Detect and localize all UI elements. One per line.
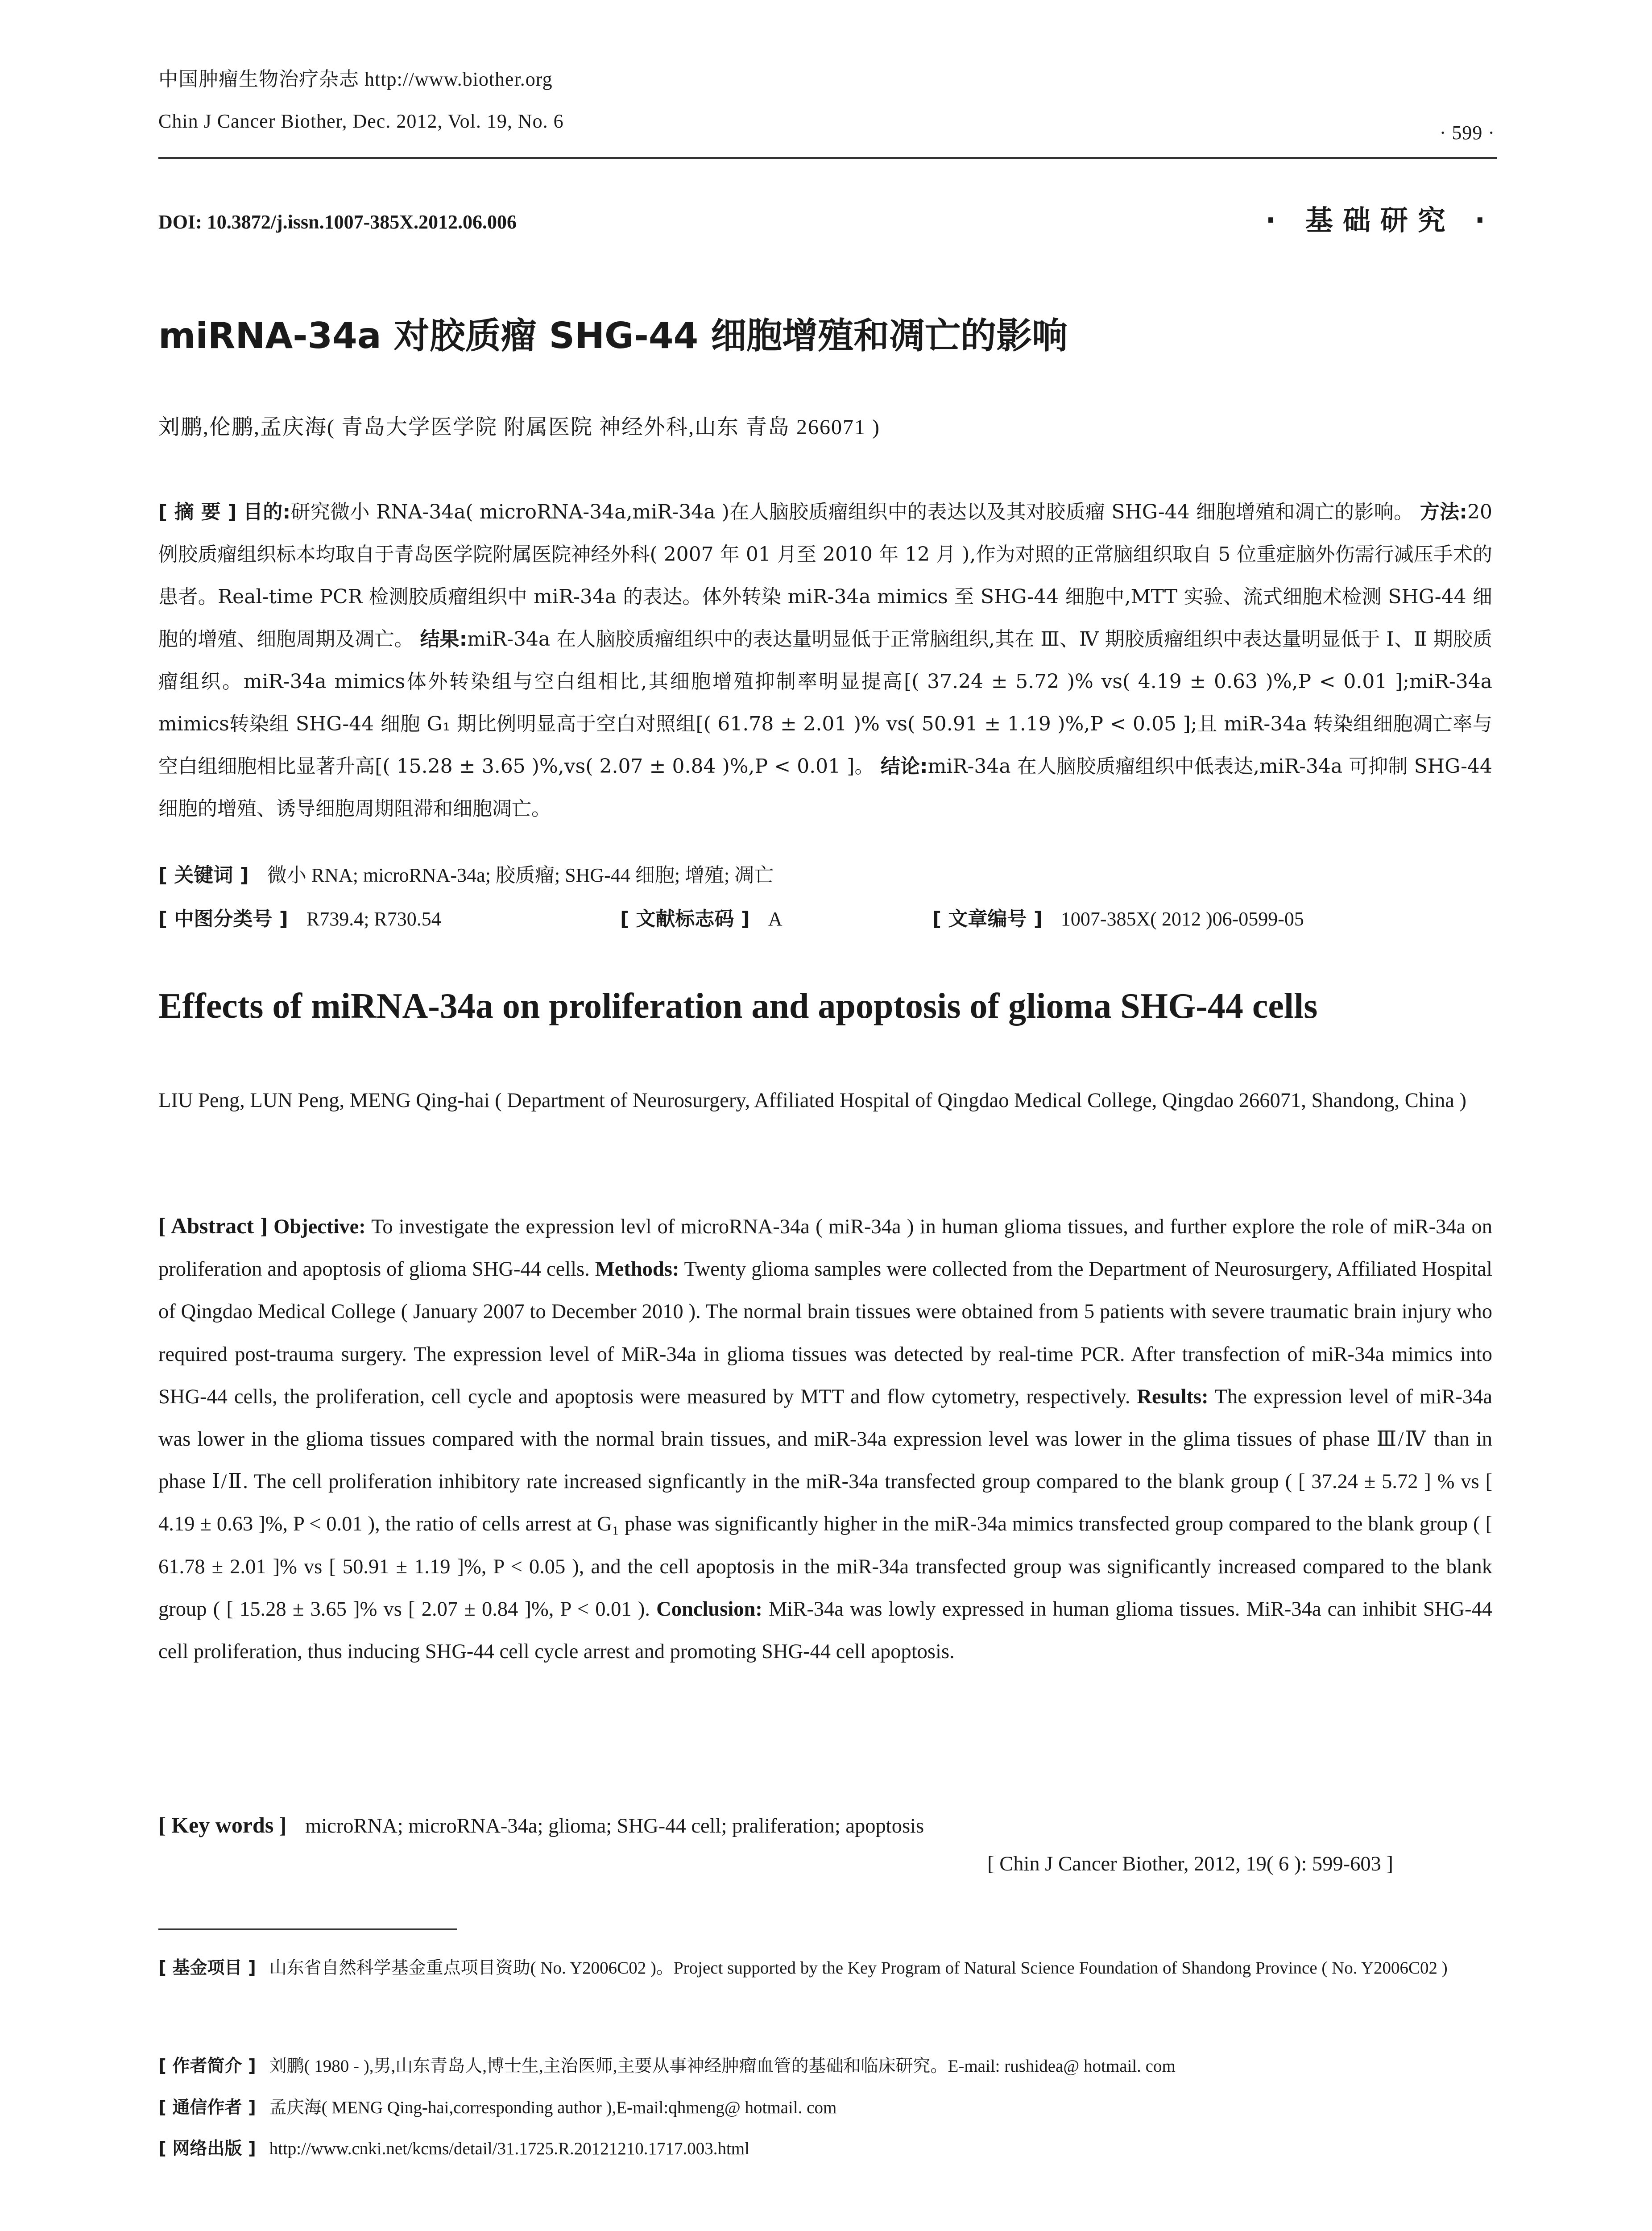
conclusion-cn-label: 结论: <box>880 755 928 778</box>
footnote-corresponding-label: [ 通信作者 ] <box>158 2098 256 2118</box>
doc-code-label: [ 文献标志码 ] <box>620 908 750 930</box>
conclusion-cn: miR-34a 在人脑胶质瘤组织中低表达,miR-34a 可抑制 SHG-44 细胞的增殖、诱导细胞周期阻滞和细胞凋亡。 <box>158 755 1492 820</box>
abstract-en-label: [ Abstract ] <box>158 1213 268 1238</box>
keywords-en-text: microRNA; microRNA-34a; glioma; SHG-44 cell; praliferation; apoptosis <box>305 1815 924 1837</box>
journal-header-en: Chin J Cancer Biother, Dec. 2012, Vol. 19, No. 6 <box>158 110 564 132</box>
footnote-online-label: [ 网络出版 ] <box>158 2139 256 2159</box>
header-rule <box>158 157 1497 159</box>
objective-cn-label: 目的: <box>243 501 291 523</box>
methods-en: Twenty glioma samples were collected from the Department of Neurosurgery, Affiliated Hospital of Qingdao Medical College ( January 2007 to December 2010 ). The normal brain tissues were obtained from 5 patients with severe traumatic brain injury who required post-trauma surgery. The expression level of MiR-34a in glioma tissues was detected by real-time PCR. After transfection of miR-34a mimics into SHG-44 cells, the proliferation, cell cycle and apoptosis were measured by MTT and flow cytometry, respectively. <box>158 1258 1492 1408</box>
doc-code-value: A <box>768 908 783 930</box>
keywords-en <box>158 1804 1492 1848</box>
conclusion-en: MiR-34a was lowly expressed in human glioma tissues. MiR-34a can inhibit SHG-44 cell proliferation, thus inducing SHG-44 cell cycle arrest and promoting SHG-44 cell apoptosis. <box>158 1597 1492 1663</box>
objective-en: To investigate the expression levl of microRNA-34a ( miR-34a ) in human glioma tissues, and further explore the role of miR-34a on proliferation and apoptosis of glioma SHG-44 cells. <box>158 1215 1492 1281</box>
footnote-funding <box>158 1952 1492 1984</box>
footnote-corresponding <box>158 2092 1492 2124</box>
footnote-online <box>158 2133 1492 2165</box>
article-number-value: 1007-385X( 2012 )06-0599-05 <box>1060 908 1304 930</box>
article-number-label: [ 文章编号 ] <box>932 908 1043 930</box>
authors-cn: 刘鹏,伦鹏,孟庆海( 青岛大学医学院 附属医院 神经外科,山东 青岛 266071 ) <box>158 415 880 439</box>
conclusion-en-label: Conclusion: <box>656 1597 762 1621</box>
footnote-funding-label: [ 基金项目 ] <box>158 1958 256 1978</box>
title-en: Effects of miRNA-34a on proliferation and apoptosis of glioma SHG-44 cells <box>158 987 1318 1026</box>
footnote-author <box>158 2050 1492 2082</box>
footnote-author-text: 刘鹏( 1980 - ),男,山东青岛人,博士生,主治医师,主要从事神经肿瘤血管的基础和临床研究。E-mail: rushidea@ hotmail. com <box>269 2057 1176 2076</box>
footnote-author-label: [ 作者简介 ] <box>158 2056 256 2076</box>
footnote-online-text: http://www.cnki.net/kcms/detail/31.1725.R.20121210.1717.003.html <box>269 2139 749 2158</box>
keywords-cn-text: 微小 RNA; microRNA-34a; 胶质瘤; SHG-44 细胞; 增殖; 凋亡 <box>267 864 774 886</box>
keywords-cn <box>158 858 1492 893</box>
authors-en: LIU Peng, LUN Peng, MENG Qing-hai ( Department of Neurosurgery, Affiliated Hospital of Qingdao Medical College, Qingdao 266071, Shandong, China ) <box>158 1089 1466 1112</box>
abstract-cn-label: [ 摘 要 ] <box>158 501 237 523</box>
title-cn: miRNA-34a 对胶质瘤 SHG-44 细胞增殖和凋亡的影响 <box>158 315 1068 357</box>
abstract-cn <box>158 491 1492 830</box>
section-tag: · 基础研究 · <box>1265 204 1495 236</box>
results-en: The expression level of miR-34a was lower in the glioma tissues compared with the normal brain tissues, and miR-34a expression level was lower in the glima tissues of phase Ⅲ/Ⅳ than in phase Ⅰ/Ⅱ. The cell proliferation inhibitory rate increased signficantly in the miR-34a transfected group compared to the blank group ( [ 37.24 ± 5.72 ] % vs [ 4.19 ± 0.63 ]%, P < 0.01 ), the ratio of cells arrest at G₁ phase was significantly higher in the miR-34a mimics transfected group compared to the blank group ( [ 61.78 ± 2.01 ]% vs [ 50.91 ± 1.19 ]%, P < 0.05 ), and the cell apoptosis in the miR-34a transfected group was significantly increased compared to the blank group ( [ 15.28 ± 3.65 ]% vs [ 2.07 ± 0.84 ]%, P < 0.01 ). <box>158 1385 1492 1621</box>
footnote-rule <box>158 1928 457 1930</box>
clc-label: [ 中图分类号 ] <box>158 908 288 930</box>
document-code <box>620 901 783 937</box>
footnote-funding-text: 山东省自然科学基金重点项目资助( No. Y2006C02 )。Project supported by the Key Program of Natural Science Foundation of Shandong Province ( No. Y2006C02 ) <box>269 1958 1448 1978</box>
methods-en-label: Methods: <box>595 1258 679 1281</box>
keywords-en-label: [ Key words ] <box>158 1812 287 1837</box>
clc-value: R739.4; R730.54 <box>306 908 441 930</box>
results-en-label: Results: <box>1137 1385 1209 1408</box>
doi: DOI: 10.3872/j.issn.1007-385X.2012.06.006 <box>158 211 517 233</box>
objective-cn: 研究微小 RNA-34a( microRNA-34a,miR-34a )在人脑胶质瘤组织中的表达以及其对胶质瘤 SHG-44 细胞增殖和凋亡的影响。 <box>290 501 1414 523</box>
article-number <box>932 901 1304 937</box>
methods-cn: 20 例胶质瘤组织标本均取自于青岛医学院附属医院神经外科( 2007 年 01 月至 2010 年 12 月 ),作为对照的正常脑组织取自 5 位重症脑外伤需行减压手术的患者。Real-time PCR 检测胶质瘤组织中 miR-34a 的表达。体外转染 miR-34a mimics 至 SHG-44 细胞中,MTT 实验、流式细胞术检测 SHG-44 细胞的增殖、细胞周期及凋亡。 <box>158 501 1492 651</box>
journal-header-cn: 中国肿瘤生物治疗杂志 http://www.biother.org <box>158 68 553 90</box>
methods-cn-label: 方法: <box>1420 501 1467 523</box>
footnote-corresponding-text: 孟庆海( MENG Qing-hai,corresponding author ),E-mail:qhmeng@ hotmail. com <box>269 2098 837 2117</box>
abstract-en <box>158 1205 1492 1673</box>
results-cn: miR-34a 在人脑胶质瘤组织中的表达量明显低于正常脑组织,其在 Ⅲ、Ⅳ 期胶质瘤组织中表达量明显低于 Ⅰ、Ⅱ 期胶质瘤组织。miR-34a mimics体外转染组与空白组相比,其细胞增殖抑制率明显提高[( 37.24 ± 5.72 )% vs( 4.19 ± 0.63 )%,P < 0.01 ];miR-34a mimics转染组 SHG-44 细胞 G₁ 期比例明显高于空白对照组[( 61.78 ± 2.01 )% vs( 50.91 ± 1.19 )%,P < 0.05 ];且 miR-34a 转染组细胞凋亡率与空白组细胞相比显著升高[( 15.28 ± 3.65 )%,vs( 2.07 ± 0.84 )%,P < 0.01 ]。 <box>158 628 1492 778</box>
clc-number <box>158 901 441 937</box>
citation: [ Chin J Cancer Biother, 2012, 19( 6 ): 599-603 ] <box>987 1853 1393 1875</box>
results-cn-label: 结果: <box>420 628 468 651</box>
objective-en-label: Objective: <box>273 1215 366 1238</box>
keywords-cn-label: [ 关键词 ] <box>158 864 249 887</box>
page-number: · 599 · <box>1439 122 1495 144</box>
